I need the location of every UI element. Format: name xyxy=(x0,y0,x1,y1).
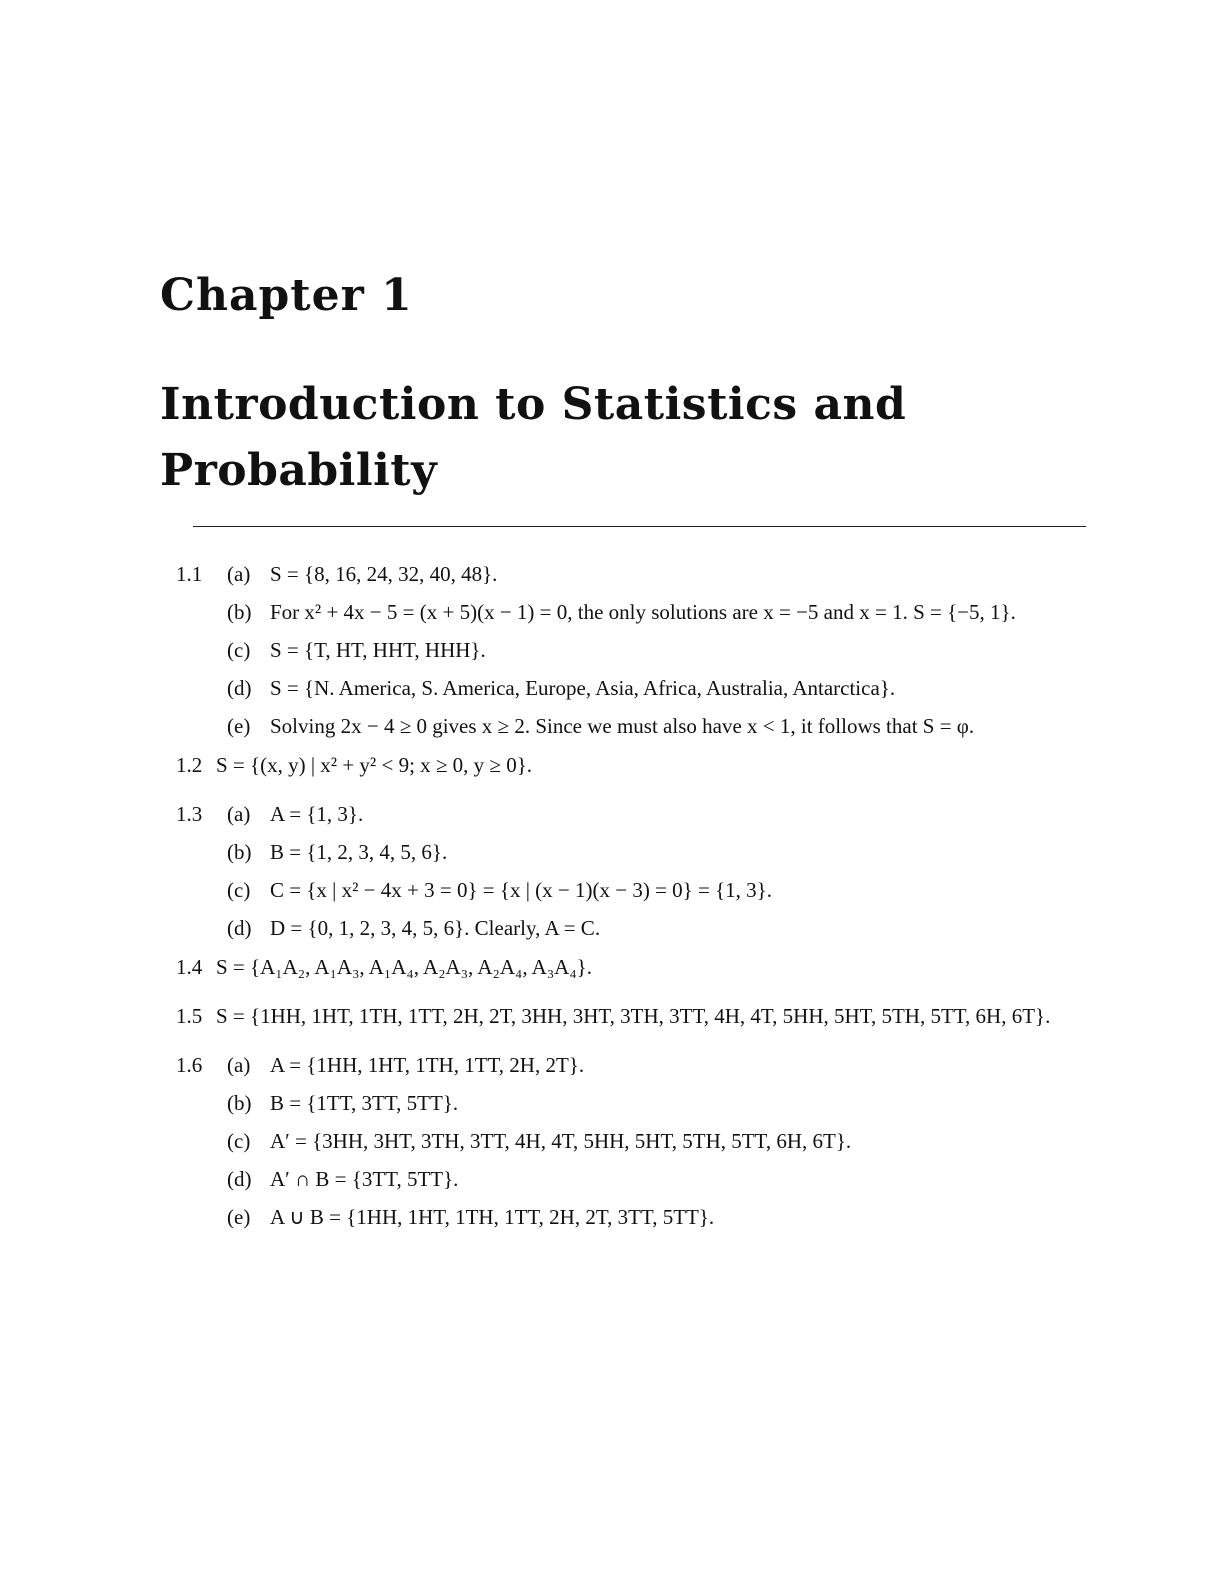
problem-1-6 xyxy=(176,1051,1086,1232)
part-label: (c) xyxy=(227,638,251,662)
part-d xyxy=(216,674,1086,703)
part-label: (b) xyxy=(227,600,252,624)
part-d xyxy=(216,914,1086,943)
chapter-title: Introduction to Statistics and Probability xyxy=(160,379,907,496)
problem-text: S = {(x, y) | x² + y² < 9; x ≥ 0, y ≥ 0}. xyxy=(216,753,533,777)
part-label: (a) xyxy=(227,802,251,826)
part-text: B = {1, 2, 3, 4, 5, 6}. xyxy=(270,840,448,864)
problem-text: S = {1HH, 1HT, 1TH, 1TT, 2H, 2T, 3HH, 3HT, 3TH, 3TT, 4H, 4T, 5HH, 5HT, 5TH, 5TT, 6H, 6T}. xyxy=(216,1004,1051,1028)
part-text: C = {x | x² − 4x + 3 = 0} = {x | (x − 1)(x − 3) = 0} = {1, 3}. xyxy=(270,878,773,902)
part-label: (e) xyxy=(227,714,251,738)
part-label: (d) xyxy=(227,1167,252,1191)
part-text: A′ = {3HH, 3HT, 3TH, 3TT, 4H, 4T, 5HH, 5HT, 5TH, 5TT, 6H, 6T}. xyxy=(270,1129,852,1153)
part-label: (c) xyxy=(227,1129,251,1153)
part-a xyxy=(216,560,1086,589)
problem-body xyxy=(216,560,1086,741)
problem-1-5 xyxy=(176,1002,1086,1031)
problem-body xyxy=(216,1051,1086,1232)
problem-1-4 xyxy=(176,953,1086,982)
part-b xyxy=(216,1089,1086,1118)
problem-1-1 xyxy=(176,560,1086,741)
part-text: B = {1TT, 3TT, 5TT}. xyxy=(270,1091,459,1115)
part-text: A ∪ B = {1HH, 1HT, 1TH, 1TT, 2H, 2T, 3TT, 5TT}. xyxy=(270,1205,715,1229)
problem-number: 1.3 xyxy=(176,802,203,826)
part-a xyxy=(216,800,1086,829)
part-d xyxy=(216,1165,1086,1194)
problem-number: 1.1 xyxy=(176,562,203,586)
part-label: (d) xyxy=(227,916,252,940)
problem-text: S = {A₁A₂, A₁A₃, A₁A₄, A₂A₃, A₂A₄, A₃A₄}. xyxy=(216,955,592,979)
problem-number: 1.4 xyxy=(176,955,203,979)
part-c xyxy=(216,1127,1086,1156)
part-c xyxy=(216,636,1086,665)
part-text: For x² + 4x − 5 = (x + 5)(x − 1) = 0, the only solutions are x = −5 and x = 1. S = {−5, 1}. xyxy=(270,600,1016,624)
part-text: D = {0, 1, 2, 3, 4, 5, 6}. Clearly, A = C. xyxy=(270,916,601,940)
part-label: (b) xyxy=(227,840,252,864)
part-e xyxy=(216,1203,1086,1232)
problem-1-3 xyxy=(176,800,1086,943)
part-label: (a) xyxy=(227,562,251,586)
problem-body xyxy=(216,1002,1086,1031)
part-text: Solving 2x − 4 ≥ 0 gives x ≥ 2. Since we must also have x < 1, it follows that S = φ. xyxy=(270,714,975,738)
part-text: A′ ∩ B = {3TT, 5TT}. xyxy=(270,1167,459,1191)
part-label: (b) xyxy=(227,1091,252,1115)
problem-body xyxy=(216,953,1086,982)
part-text: S = {T, HT, HHT, HHH}. xyxy=(270,638,486,662)
solutions-list xyxy=(176,560,1086,1242)
problem-1-2 xyxy=(176,751,1086,780)
chapter-label: Chapter 1 xyxy=(160,270,413,321)
part-b xyxy=(216,598,1086,627)
problem-number: 1.5 xyxy=(176,1004,203,1028)
part-label: (d) xyxy=(227,676,252,700)
part-label: (c) xyxy=(227,878,251,902)
part-e xyxy=(216,712,1086,741)
part-text: A = {1, 3}. xyxy=(270,802,364,826)
part-b xyxy=(216,838,1086,867)
part-text: A = {1HH, 1HT, 1TH, 1TT, 2H, 2T}. xyxy=(270,1053,585,1077)
part-c xyxy=(216,876,1086,905)
part-a xyxy=(216,1051,1086,1080)
part-text: S = {N. America, S. America, Europe, Asia, Africa, Australia, Antarctica}. xyxy=(270,676,896,700)
problem-body xyxy=(216,800,1086,943)
problem-number: 1.2 xyxy=(176,753,203,777)
horizontal-rule xyxy=(193,526,1086,527)
part-label: (a) xyxy=(227,1053,251,1077)
problem-number: 1.6 xyxy=(176,1053,203,1077)
part-label: (e) xyxy=(227,1205,251,1229)
part-text: S = {8, 16, 24, 32, 40, 48}. xyxy=(270,562,498,586)
problem-body xyxy=(216,751,1086,780)
